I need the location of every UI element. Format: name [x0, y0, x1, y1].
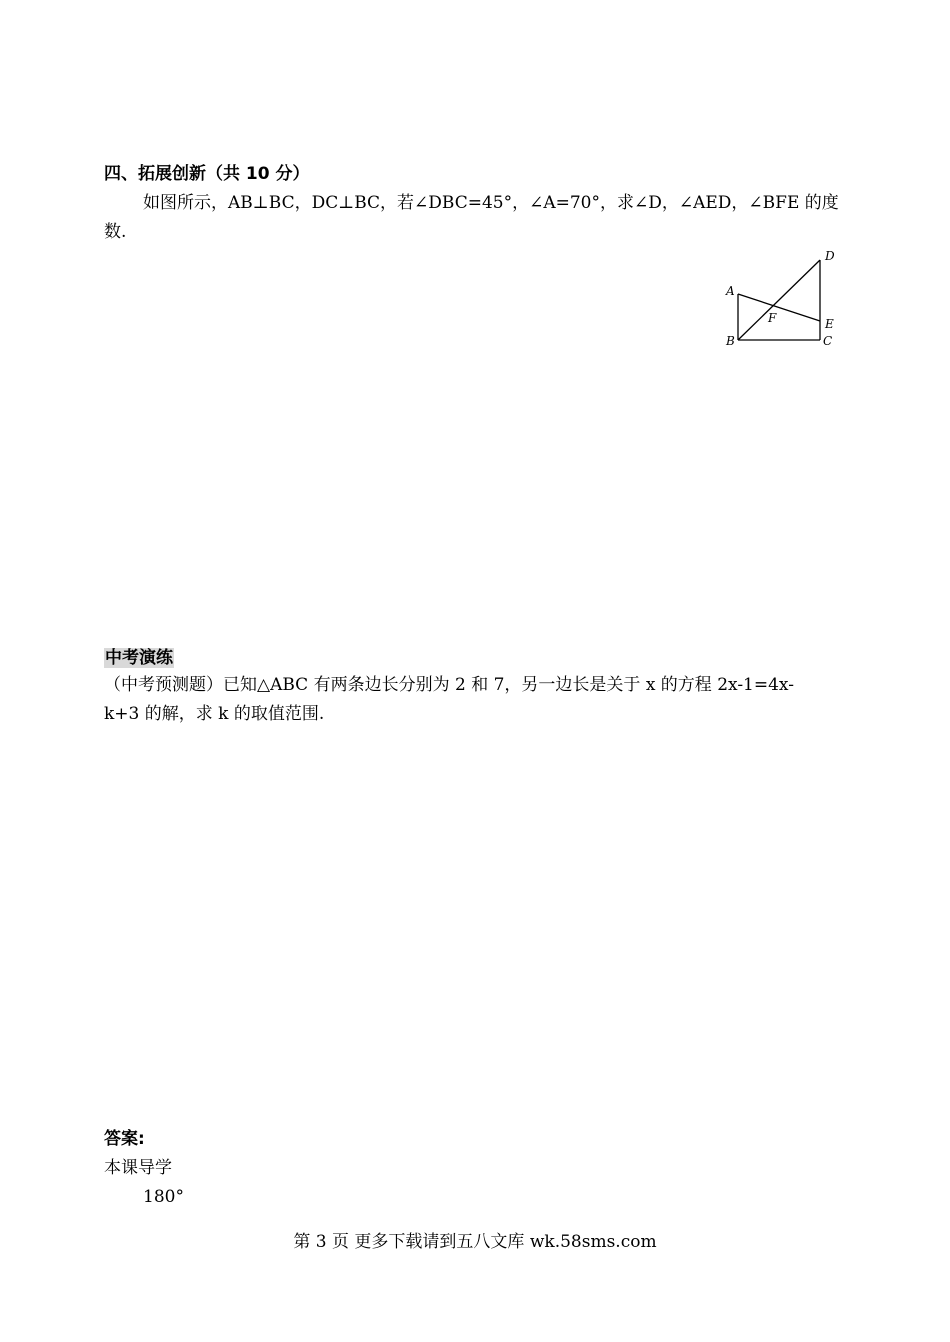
label-b: B [726, 334, 735, 348]
problem-text-line: k+3 的解，求 k 的取值范围. [104, 704, 325, 724]
label-d: D [825, 249, 835, 263]
label-f: F [768, 311, 777, 325]
answer-text-line: 180° [143, 1187, 184, 1207]
label-e: E [825, 317, 834, 331]
segment-bd [738, 260, 820, 340]
segment-ae [738, 294, 820, 321]
section-heading [104, 647, 174, 669]
answer-text-line: 本课导学 [104, 1158, 172, 1178]
page-footer: 第 3 页 更多下载请到五八文库 wk.58sms.com [293, 1232, 657, 1252]
label-a: A [726, 284, 735, 298]
problem-text-line: 如图所示，AB⊥BC，DC⊥BC，若∠DBC=45°，∠A=70°，求∠D，∠AED，∠BFE 的度 [143, 193, 839, 213]
label-c: C [823, 334, 833, 348]
section-heading: 四、拓展创新（共 10 分） [104, 164, 310, 184]
highlighted-heading: 中考演练 [105, 648, 173, 668]
problem-text-line: （中考预测题）已知△ABC 有两条边长分别为 2 和 7，另一边长是关于 x 的方程 2x-1=4x- [104, 675, 794, 695]
problem-text-line: 数. [104, 222, 127, 242]
geometry-figure [716, 244, 846, 354]
answers-heading: 答案: [104, 1129, 145, 1149]
